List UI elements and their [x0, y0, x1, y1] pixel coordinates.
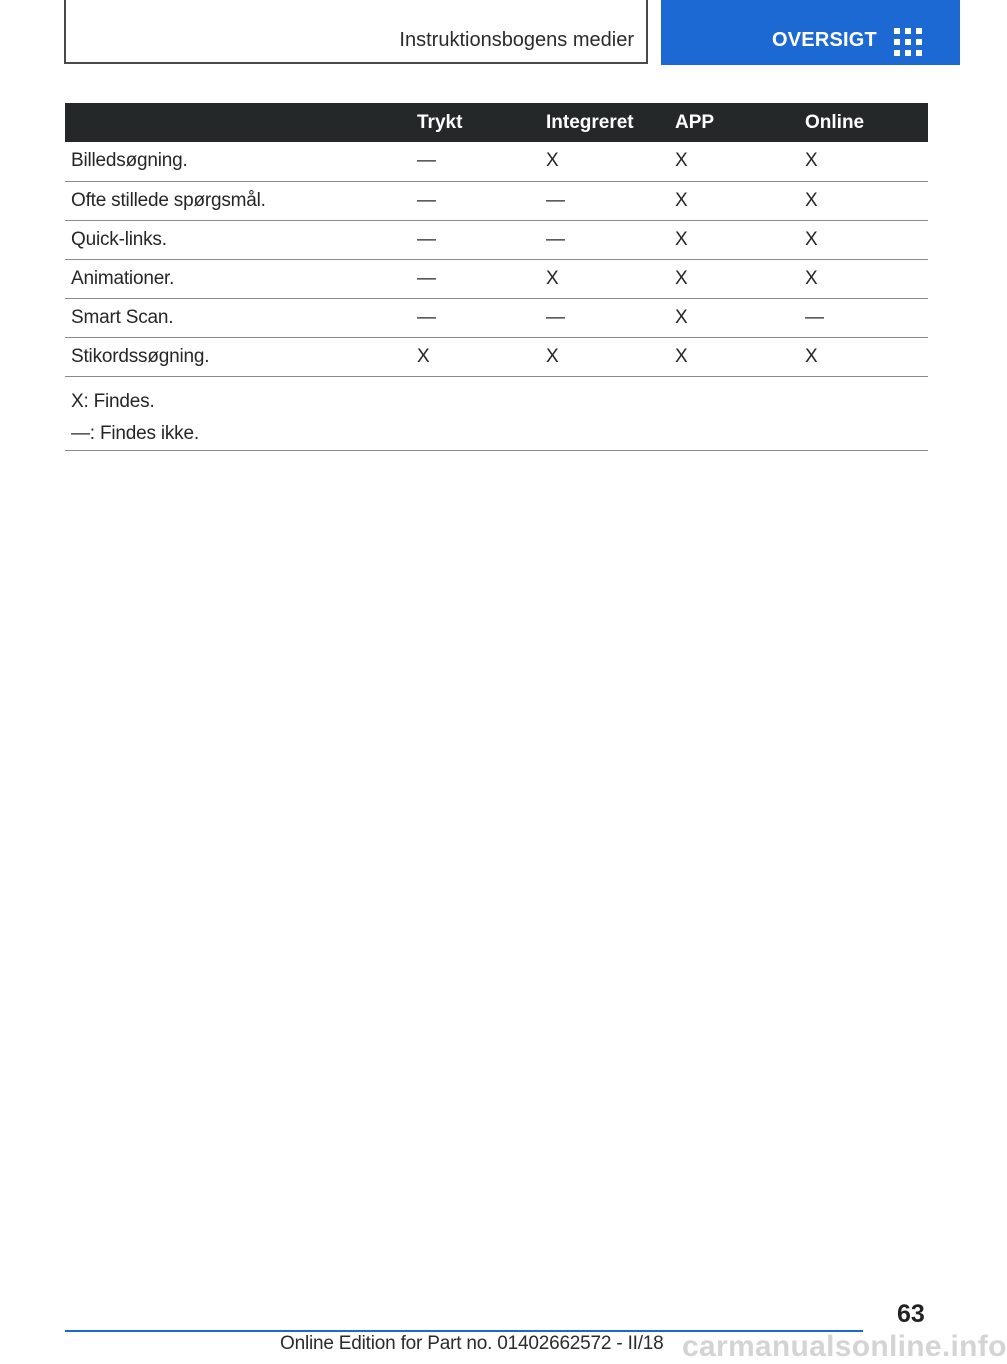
availability-cell: —: [411, 220, 540, 259]
availability-cell: —: [411, 181, 540, 220]
availability-cell: X: [540, 142, 669, 181]
availability-cell: X: [669, 259, 799, 298]
availability-cell: —: [540, 298, 669, 337]
feature-cell: Billedsøgning.: [65, 142, 411, 181]
page-number: 63: [897, 1300, 925, 1328]
table-row: [65, 259, 928, 298]
availability-cell: —: [411, 259, 540, 298]
table-row: [65, 337, 928, 376]
legend-not-available: —: Findes ikke.: [71, 422, 199, 444]
edition-note: Online Edition for Part no. 01402662572 - II/18: [280, 1333, 664, 1354]
availability-cell: X: [669, 142, 799, 181]
availability-cell: X: [799, 337, 928, 376]
availability-cell: —: [540, 220, 669, 259]
header-section-box: [64, 0, 648, 64]
availability-cell: —: [540, 181, 669, 220]
availability-cell: X: [669, 337, 799, 376]
media-comparison-table: [65, 103, 928, 451]
column-header-printed: Trykt: [411, 103, 540, 142]
availability-cell: X: [540, 337, 669, 376]
table-row: [65, 142, 928, 181]
availability-cell: X: [799, 259, 928, 298]
availability-cell: X: [799, 142, 928, 181]
availability-cell: X: [799, 220, 928, 259]
overview-nav-label: OVERSIGT: [772, 29, 877, 51]
availability-cell: X: [669, 220, 799, 259]
availability-cell: X: [669, 298, 799, 337]
watermark: carmanualsonline.info: [682, 1330, 1007, 1363]
overview-nav-button[interactable]: [661, 0, 960, 65]
feature-cell: Quick-links.: [65, 220, 411, 259]
table-row: [65, 181, 928, 220]
availability-cell: —: [411, 298, 540, 337]
column-header-feature: [65, 103, 411, 142]
feature-cell: Stikordssøgning.: [65, 337, 411, 376]
section-title: Instruktionsbogens medier: [399, 29, 634, 51]
table-header-row: [65, 103, 928, 142]
legend-cell: [65, 376, 928, 450]
legend-available: X: Findes.: [71, 390, 155, 412]
availability-cell: X: [799, 181, 928, 220]
availability-cell: X: [411, 337, 540, 376]
column-header-online: Online: [799, 103, 928, 142]
table-legend-row: [65, 376, 928, 450]
availability-cell: X: [669, 181, 799, 220]
feature-cell: Smart Scan.: [65, 298, 411, 337]
availability-cell: —: [411, 142, 540, 181]
feature-cell: Ofte stillede spørgsmål.: [65, 181, 411, 220]
table-row: [65, 298, 928, 337]
table-row: [65, 220, 928, 259]
column-header-integrated: Integreret: [540, 103, 669, 142]
column-header-app: APP: [669, 103, 799, 142]
availability-cell: X: [540, 259, 669, 298]
availability-cell: —: [799, 298, 928, 337]
feature-cell: Animationer.: [65, 259, 411, 298]
grid-icon: [894, 28, 922, 56]
